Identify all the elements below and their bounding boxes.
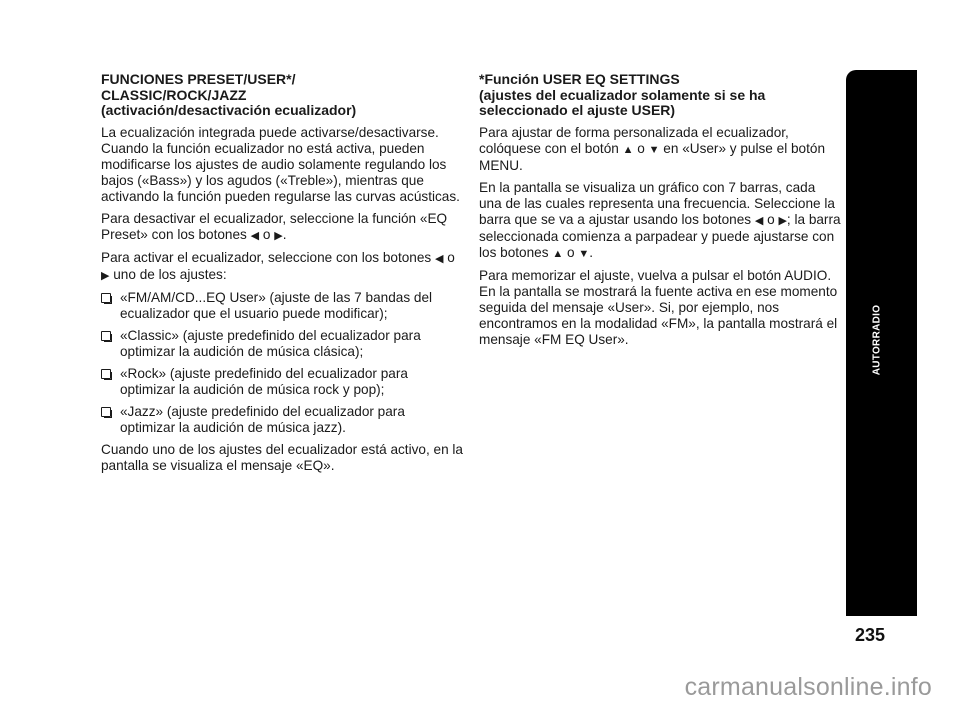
- paragraph-text: o: [447, 249, 455, 265]
- paragraph: [479, 125, 841, 174]
- left-column: [101, 72, 463, 480]
- list-item-text: «Classic» (ajuste predefinido del ecualizador para optimizar la audición de música clásica);: [120, 327, 421, 359]
- paragraph: [101, 211, 463, 244]
- list-item-text: «Jazz» (ajuste predefinido del ecualizador para optimizar la audición de música jazz).: [120, 403, 405, 435]
- right-column: [479, 72, 841, 354]
- paragraph: Para memorizar el ajuste, vuelva a pulsar el botón AUDIO. En la pantalla se mostrará la fuente activa en ese momento seguida del mensaje «User». Si, por ejemplo, nos encontramos en la modalidad «FM», la pantalla mostrará el mensaje «FM EQ User».: [479, 267, 838, 347]
- paragraph-text: .: [282, 226, 287, 242]
- paragraph: [479, 180, 841, 262]
- section-heading-user-eq: [479, 72, 841, 119]
- heading-line: (ajustes del ecualizador solamente si se ha: [479, 86, 766, 103]
- checkbox-bullet-icon: [101, 293, 111, 303]
- paragraph-text: Para desactivar el ecualizador, seleccione la función «EQ Preset» con los botones: [101, 210, 448, 242]
- list-item: [101, 290, 463, 322]
- watermark: carmanualsonline.info: [684, 673, 932, 701]
- heading-line: CLASSIC/ROCK/JAZZ: [101, 86, 247, 103]
- page-number: 235: [855, 625, 886, 645]
- right-arrow-icon: ▶: [778, 214, 787, 227]
- paragraph-text: uno de los ajustes:: [113, 266, 227, 282]
- left-arrow-icon: ◀: [435, 252, 444, 265]
- paragraph: [101, 250, 463, 284]
- list-item: [101, 328, 463, 360]
- paragraph: Cuando uno de los ajustes del ecualizador está activo, en la pantalla se visualiza el mensaje «EQ».: [101, 441, 463, 473]
- down-arrow-icon: ▼: [578, 247, 590, 260]
- checkbox-bullet-icon: [101, 407, 111, 417]
- checkbox-bullet-icon: [101, 369, 111, 379]
- list-item: [101, 404, 463, 436]
- right-arrow-icon: ▶: [101, 269, 110, 282]
- paragraph-text: .: [589, 244, 593, 260]
- heading-line: FUNCIONES PRESET/USER*/: [101, 71, 296, 87]
- right-arrow-icon: ▶: [274, 229, 283, 242]
- list-item-text: «FM/AM/CD...EQ User» (ajuste de las 7 bandas del ecualizador que el usuario puede modificar);: [120, 289, 433, 321]
- left-arrow-icon: ◀: [754, 214, 764, 227]
- heading-line: (activación/desactivación ecualizador): [101, 102, 357, 118]
- heading-line: *Función USER EQ SETTINGS: [479, 71, 680, 87]
- checkbox-bullet-icon: [101, 331, 111, 341]
- paragraph: La ecualización integrada puede activarse/desactivarse. Cuando la función ecualizador no está activa, pueden modificarse los ajustes de audio solamente regulando los bajos («Bass») y los agudos («Treble»), mientras que activando la función pueden regularse las curvas acústicas.: [101, 124, 460, 204]
- paragraph-text: en «User» y pulse el botón MENU.: [479, 140, 826, 173]
- down-arrow-icon: ▼: [648, 143, 660, 156]
- list-item-text: «Rock» (ajuste predefinido del ecualizador para optimizar la audición de música rock y pop);: [120, 365, 408, 397]
- paragraph-text: Para ajustar de forma personalizada el ecualizador, colóquese con el botón: [479, 124, 789, 156]
- section-heading-preset: [101, 72, 463, 119]
- paragraph-text: o: [637, 140, 645, 156]
- paragraph-text: En la pantalla se visualiza un gráfico con 7 barras, cada una de las cuales representa una frecuencia. Seleccione la barra que se va a ajustar usando los botones: [479, 179, 835, 227]
- left-arrow-icon: ◀: [250, 229, 260, 242]
- paragraph-text: o: [262, 226, 271, 242]
- chapter-tab-label: AUTORRADIO: [871, 304, 883, 376]
- up-arrow-icon: ▲: [622, 143, 634, 156]
- up-arrow-icon: ▲: [552, 247, 564, 260]
- paragraph-text: o: [566, 244, 575, 260]
- paragraph-text: ; la barra seleccionada comienza a parpadear y puede ajustarse con los botones: [479, 211, 841, 260]
- list-item: [101, 366, 463, 398]
- heading-line: seleccionado el ajuste USER): [479, 102, 676, 118]
- paragraph-text: o: [767, 211, 775, 227]
- paragraph-text: Para activar el ecualizador, seleccione con los botones: [101, 249, 432, 265]
